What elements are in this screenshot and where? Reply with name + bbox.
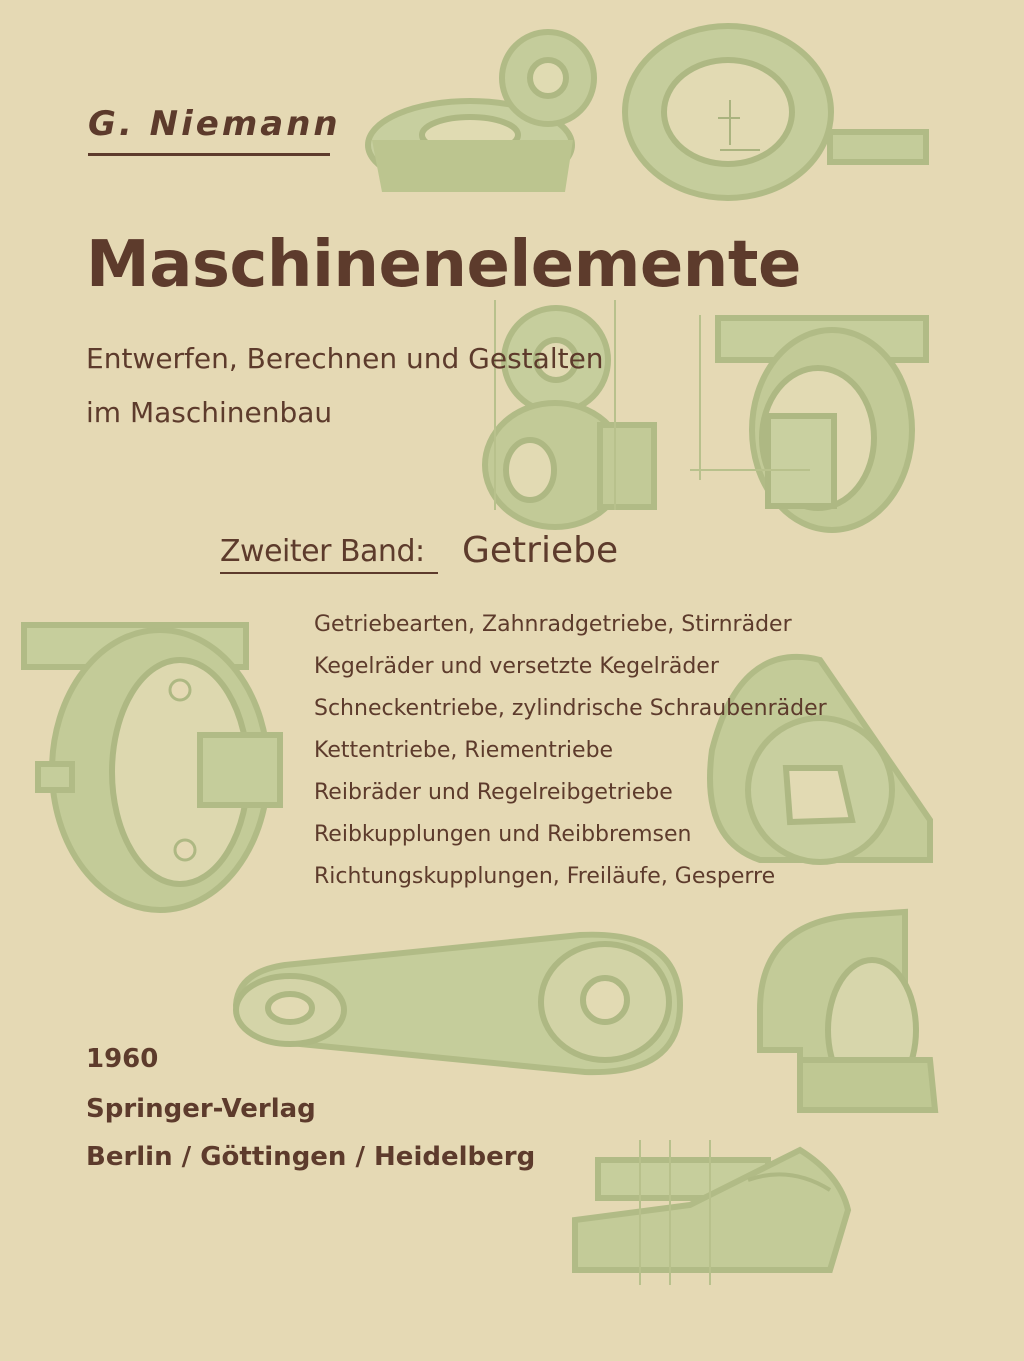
volume-title: Getriebe <box>462 530 619 571</box>
subtitle-line-1: Entwerfen, Berechnen und Gestalten <box>86 342 604 375</box>
herringbone-gear-illustration <box>24 625 280 910</box>
belt-drive-illustration <box>236 935 680 1072</box>
contents-item: Kettentriebe, Riementriebe <box>314 738 614 763</box>
publisher-cities: Berlin / Göttingen / Heidelberg <box>86 1142 536 1172</box>
contents-item: Getriebearten, Zahnradgetriebe, Stirnräder <box>314 612 792 637</box>
worm-gear-illustration <box>690 315 926 530</box>
publisher-name: Springer-Verlag <box>86 1094 316 1124</box>
author-underline <box>88 153 330 156</box>
volume-label: Zweiter Band: <box>220 534 425 569</box>
publication-year: 1960 <box>86 1044 159 1074</box>
spur-gear-pair-illustration <box>485 300 654 527</box>
contents-item: Richtungskupplungen, Freiläufe, Gesperre <box>314 864 776 889</box>
spiral-bevel-ring-gear-illustration <box>625 26 926 198</box>
contents-item: Kegelräder und versetzte Kegelräder <box>314 654 719 679</box>
bevel-gear-pair-illustration <box>368 32 594 192</box>
subtitle-line-2: im Maschinenbau <box>86 396 333 429</box>
contents-item: Schneckentriebe, zylindrische Schraubenräder <box>314 696 827 721</box>
author-name: G. Niemann <box>88 104 341 144</box>
volume-label-underline <box>220 572 438 574</box>
freewheel-assembly-illustration <box>575 1140 848 1285</box>
contents-list <box>314 604 827 898</box>
contents-item: Reibkupplungen und Reibbremsen <box>314 822 692 847</box>
contents-item: Reibräder und Regelreibgetriebe <box>314 780 673 805</box>
book-title: Maschinenelemente <box>86 228 801 302</box>
friction-clutch-illustration <box>760 912 935 1110</box>
